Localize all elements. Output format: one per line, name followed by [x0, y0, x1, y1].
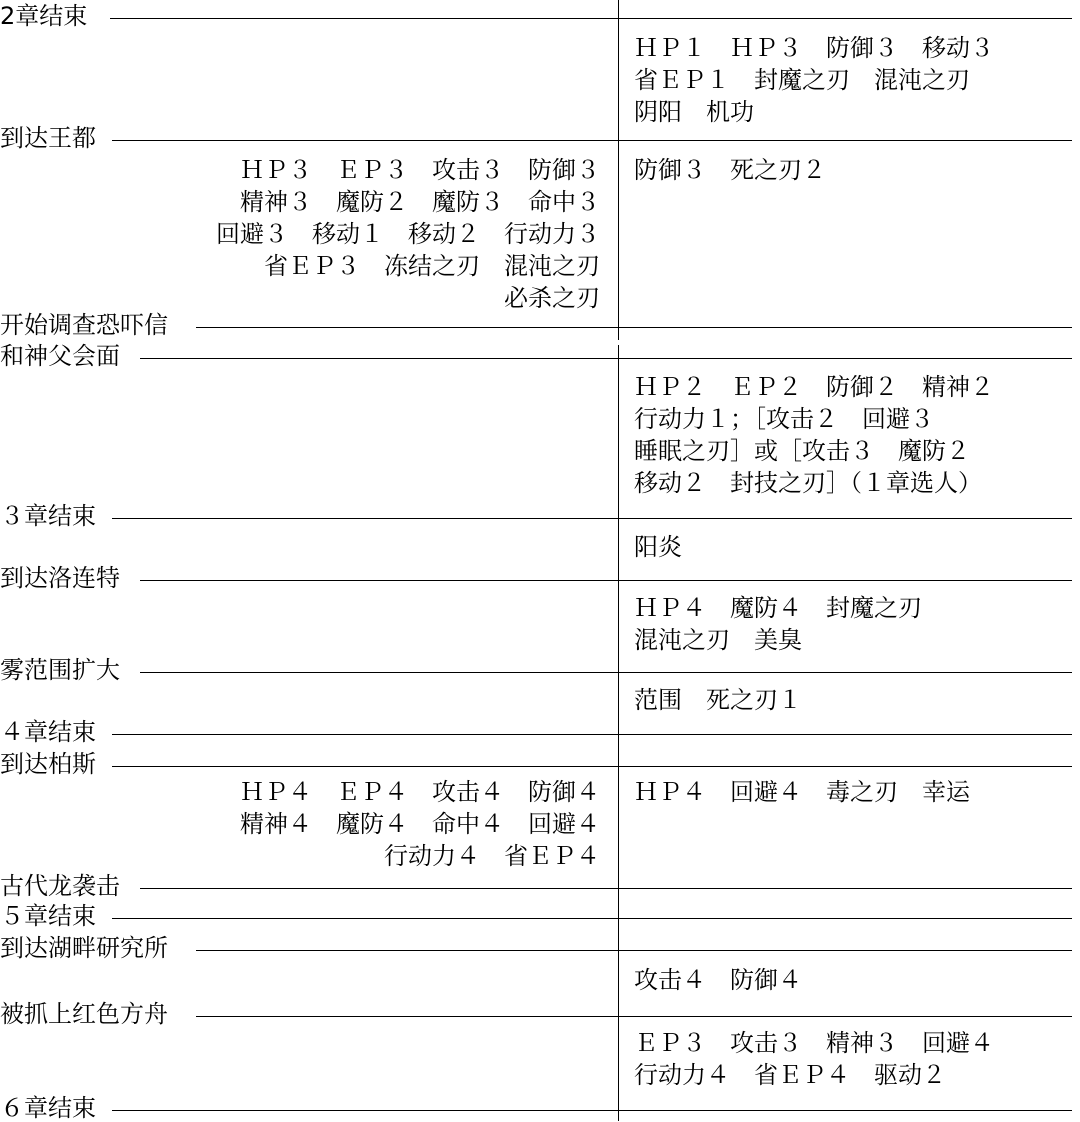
milestone-label: 开始调查恐吓信 [0, 311, 168, 339]
milestone-rule [140, 672, 1072, 673]
milestone-label: ４章结束 [0, 718, 96, 746]
milestone-rule [110, 18, 1072, 19]
milestone-rule [196, 1016, 1072, 1017]
milestone-label: 到达王都 [0, 124, 96, 152]
right-column-line: 省ＥＰ１ 封魔之刃 混沌之刃 [634, 66, 970, 94]
milestone-rule [140, 358, 1072, 359]
right-column-line: 阴阳 机功 [634, 98, 754, 126]
milestone-label: ３章结束 [0, 502, 96, 530]
milestone-label: 和神父会面 [0, 342, 120, 370]
left-column-line: 省ＥＰ３ 冻结之刃 混沌之刃 [264, 252, 600, 280]
milestone-label: 到达洛连特 [0, 564, 120, 592]
column-divider [618, 345, 619, 1121]
milestone-rule [112, 734, 1072, 735]
column-divider [618, 0, 619, 140]
milestone-rule [112, 518, 1072, 519]
right-column-line: ＥＰ３ 攻击３ 精神３ 回避４ [634, 1029, 994, 1057]
right-column-line: 行动力１；［攻击２ 回避３ [634, 405, 934, 433]
milestone-rule [196, 950, 1072, 951]
right-column-line: ＨＰ２ ＥＰ２ 防御２ 精神２ [634, 373, 994, 401]
right-column-line: 移动２ 封技之刃］（１章选人） [634, 469, 982, 497]
milestone-label: ６章结束 [0, 1094, 96, 1122]
milestone-rule [140, 580, 1072, 581]
left-column-line: 行动力４ 省ＥＰ４ [384, 842, 600, 870]
left-column-line: 必杀之刃 [504, 284, 600, 312]
column-divider [618, 140, 619, 340]
left-column-line: 回避３ 移动１ 移动２ 行动力３ [216, 220, 600, 248]
milestone-label: 到达柏斯 [0, 750, 96, 778]
milestone-rule [140, 888, 1072, 889]
right-column-line: 阳炎 [634, 533, 682, 561]
left-column-line: ＨＰ３ ＥＰ３ 攻击３ 防御３ [240, 156, 600, 184]
milestone-rule [112, 140, 1072, 141]
milestone-label: 被抓上红色方舟 [0, 1000, 168, 1028]
right-column-line: ＨＰ１ ＨＰ３ 防御３ 移动３ [634, 34, 994, 62]
milestone-label: ５章结束 [0, 902, 96, 930]
milestone-rule [112, 766, 1072, 767]
right-column-line: 防御３ 死之刃２ [634, 156, 826, 184]
right-column-line: 攻击４ 防御４ [634, 966, 802, 994]
milestone-rule [196, 327, 1072, 328]
milestone-rule [112, 918, 1072, 919]
left-column-line: 精神４ 魔防４ 命中４ 回避４ [240, 810, 600, 838]
right-column-line: 混沌之刃 美臭 [634, 626, 802, 654]
right-column-line: ＨＰ４ 魔防４ 封魔之刃 [634, 594, 922, 622]
right-column-line: 睡眠之刃］或［攻击３ 魔防２ [634, 437, 970, 465]
right-column-line: ＨＰ４ 回避４ 毒之刃 幸运 [634, 778, 970, 806]
left-column-line: 精神３ 魔防２ 魔防３ 命中３ [240, 188, 600, 216]
milestone-label: 2章结束 [0, 2, 88, 30]
right-column-line: 范围 死之刃１ [634, 686, 802, 714]
milestone-label: 到达湖畔研究所 [0, 934, 168, 962]
milestone-label: 雾范围扩大 [0, 656, 120, 684]
right-column-line: 行动力４ 省ＥＰ４ 驱动２ [634, 1061, 946, 1089]
left-column-line: ＨＰ４ ＥＰ４ 攻击４ 防御４ [240, 778, 600, 806]
milestone-label: 古代龙袭击 [0, 872, 120, 900]
milestone-rule [112, 1110, 1072, 1111]
